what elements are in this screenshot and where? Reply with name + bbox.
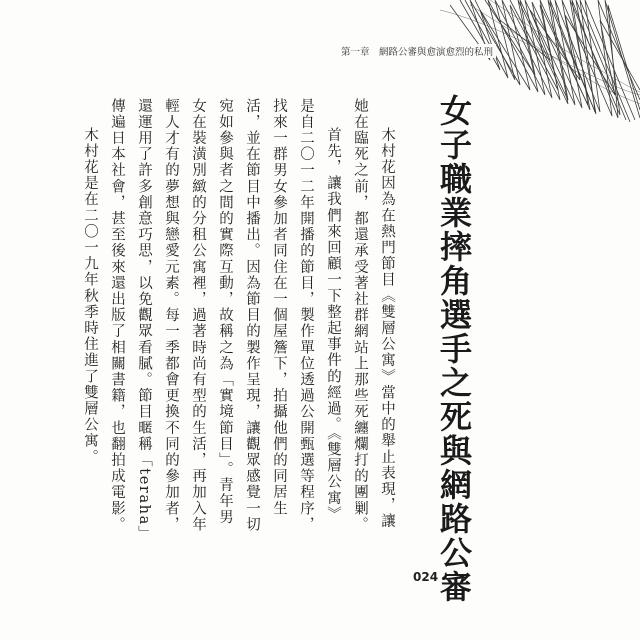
article-body	[82, 98, 400, 538]
article-title: 女子職業摔角選手之死與網路公審	[435, 94, 473, 604]
chapter-header: 第一章 網路公審與愈演愈烈的私刑	[338, 44, 496, 58]
body-paragraph: 木村花因為在熱門節目《雙層公寓》當中的舉止表現，讓她在臨死之前，都還承受著社群網站上那些死纏爛打的團剿。	[352, 98, 395, 533]
body-paragraph: 木村花是在二〇一九年秋季時住進了雙層公寓。	[82, 127, 98, 466]
page-number: 024	[413, 570, 439, 584]
body-paragraph: 首先，讓我們來回顧一下整起事件的經過。《雙層公寓》是自二〇一二年開播的節目，製作單位透過公開甄選等程序，找來一群男女參加者同住在一個屋簷下，拍攝他們的同居生活，並在節目中播出。因為節目的製作呈現，讓觀眾感覺一切宛如參與者之間的實際互動，故稱之為「實境節目」。青年男女在裝潢別緻的分租公寓裡，過著時尚有型的生活，再加入年輕人才有的夢想與戀愛元素。每一季都會更換不同的參加者，還運用了許多創意巧思，以免觀眾看膩。節目暱稱「teraha」傳遍日本社會，甚至後來還出版了相關書籍，也翻拍成電影。	[109, 98, 341, 535]
